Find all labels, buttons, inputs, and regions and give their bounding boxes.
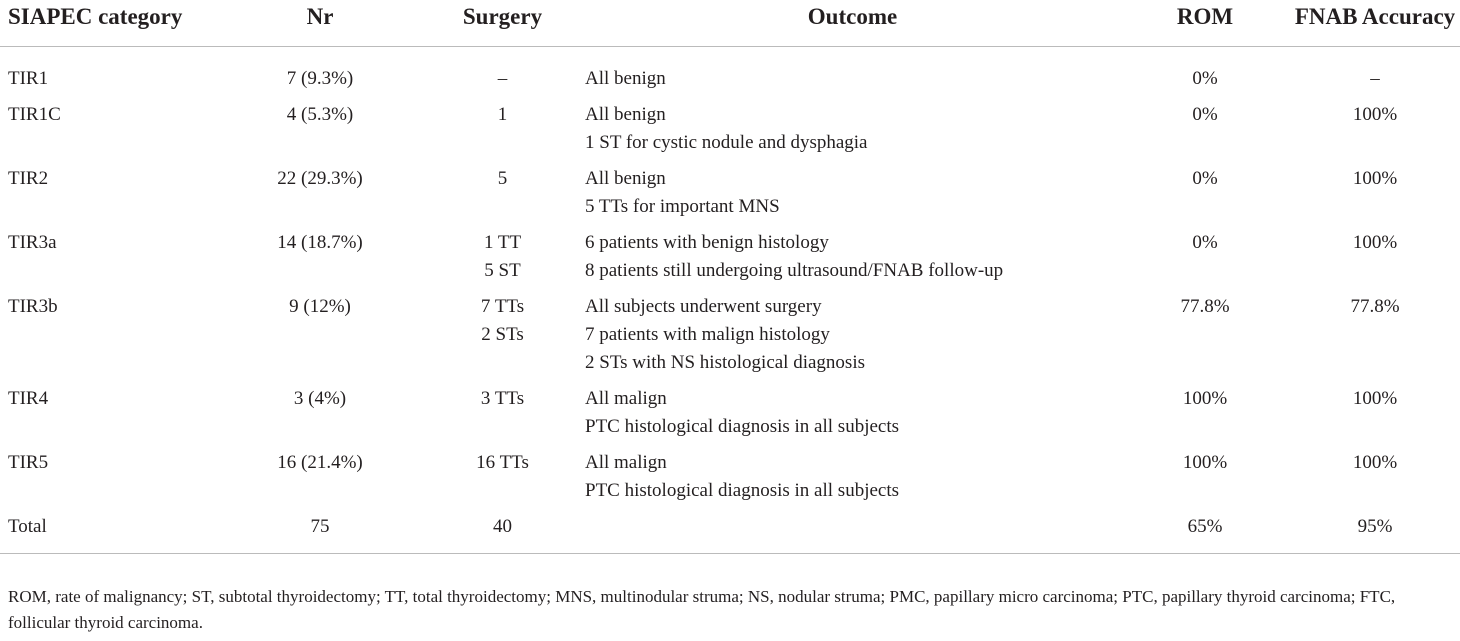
row-outcome-line: 6 patients with benign histology [585, 232, 829, 253]
header-accuracy: FNAB Accuracy [1290, 0, 1460, 47]
row-surgery [420, 47, 585, 102]
row-nr: 16 (21.4%) [277, 452, 363, 473]
row-category: TIR3b [8, 296, 58, 317]
row-category: TIR3a [8, 232, 57, 253]
row-accuracy: 100% [1352, 232, 1398, 253]
total-row [0, 513, 1460, 554]
row-rom: 77.8% [1180, 296, 1230, 317]
row-rom: 0% [1192, 232, 1218, 253]
row-outcome-line: All malign [585, 452, 667, 473]
row-outcome-line: PTC histological diagnosis in all subjects [585, 416, 900, 437]
table-row [0, 165, 1460, 229]
row-outcome-line: All malign [585, 388, 667, 409]
total-accuracy: 95% [1290, 513, 1460, 554]
total-outcome [585, 513, 1120, 554]
table-row [0, 293, 1460, 385]
row-outcome [585, 229, 1120, 293]
row-outcome-line: All benign [585, 168, 666, 189]
row-rom: 0% [1192, 168, 1218, 189]
row-rom: 100% [1182, 452, 1228, 473]
row-outcome [585, 101, 1120, 165]
row-nr: 4 (5.3%) [286, 104, 354, 125]
row-surgery [420, 385, 585, 449]
row-outcome [585, 385, 1120, 449]
row-outcome-line: 8 patients still undergoing ultrasound/FNAB follow-up [585, 260, 1004, 281]
row-accuracy: 100% [1352, 388, 1398, 409]
table-row [0, 385, 1460, 449]
row-surgery [420, 293, 585, 385]
row-nr: 22 (29.3%) [277, 168, 363, 189]
header-category: SIAPEC category [0, 0, 220, 47]
row-accuracy: 100% [1352, 168, 1398, 189]
header-surgery: Surgery [420, 0, 585, 47]
total-rom: 65% [1120, 513, 1290, 554]
row-outcome-line: All benign [585, 104, 666, 125]
table-row [0, 229, 1460, 293]
row-nr: 7 (9.3%) [286, 68, 354, 89]
row-surgery-line: 5 [497, 168, 508, 189]
row-outcome [585, 165, 1120, 229]
row-outcome [585, 47, 1120, 102]
table-row [0, 101, 1460, 165]
row-outcome-line: PTC histological diagnosis in all subjects [585, 480, 900, 501]
row-surgery-line: 16 TTs [476, 452, 529, 473]
row-surgery [420, 165, 585, 229]
row-accuracy: 100% [1352, 452, 1398, 473]
header-row [0, 0, 1460, 47]
row-surgery-line: 3 TTs [480, 388, 525, 409]
row-outcome-line: 2 STs with NS histological diagnosis [585, 352, 865, 373]
total-nr: 75 [220, 513, 420, 554]
row-surgery [420, 101, 585, 165]
row-surgery-line: 1 [497, 104, 508, 125]
row-nr: 3 (4%) [293, 388, 347, 409]
row-surgery [420, 229, 585, 293]
table-footnote: ROM, rate of malignancy; ST, subtotal thyroidectomy; TT, total thyroidectomy; MNS, multinodular struma; NS, nodular struma; PMC, papillary micro carcinoma; PTC, papillary thyroid carcinoma; FTC, follicular thyroid carcinoma. [8, 587, 1396, 632]
row-outcome [585, 293, 1120, 385]
row-outcome-line: All benign [585, 68, 666, 89]
row-outcome-line: All subjects underwent surgery [585, 296, 822, 317]
row-category: TIR1C [8, 104, 61, 125]
row-surgery-line: 1 TT [483, 232, 522, 253]
row-rom: 100% [1182, 388, 1228, 409]
table-body [0, 47, 1460, 554]
row-outcome-line: 5 TTs for important MNS [585, 196, 780, 217]
header-rom: ROM [1120, 0, 1290, 47]
row-rom: 0% [1192, 104, 1218, 125]
row-accuracy: – [1370, 68, 1380, 89]
row-category: TIR5 [8, 452, 49, 473]
row-surgery-line: 5 ST [484, 260, 521, 281]
row-nr: 14 (18.7%) [277, 232, 363, 253]
header-nr: Nr [220, 0, 420, 47]
row-category: TIR1 [8, 68, 49, 89]
row-surgery [420, 449, 585, 513]
row-category: TIR2 [8, 168, 49, 189]
row-accuracy: 77.8% [1350, 296, 1400, 317]
row-outcome-line: 1 ST for cystic nodule and dysphagia [585, 132, 868, 153]
table-row [0, 449, 1460, 513]
row-surgery-line: 7 TTs [480, 296, 525, 317]
table-row [0, 47, 1460, 102]
total-surgery: 40 [420, 513, 585, 554]
total-category: Total [0, 513, 220, 554]
row-outcome [585, 449, 1120, 513]
header-outcome: Outcome [585, 0, 1120, 47]
row-surgery-line: – [497, 68, 508, 89]
row-nr: 9 (12%) [289, 296, 351, 317]
row-outcome-line: 7 patients with malign histology [585, 324, 830, 345]
row-rom: 0% [1192, 68, 1218, 89]
row-accuracy: 100% [1352, 104, 1398, 125]
row-category: TIR4 [8, 388, 49, 409]
row-surgery-line: 2 STs [481, 324, 524, 345]
